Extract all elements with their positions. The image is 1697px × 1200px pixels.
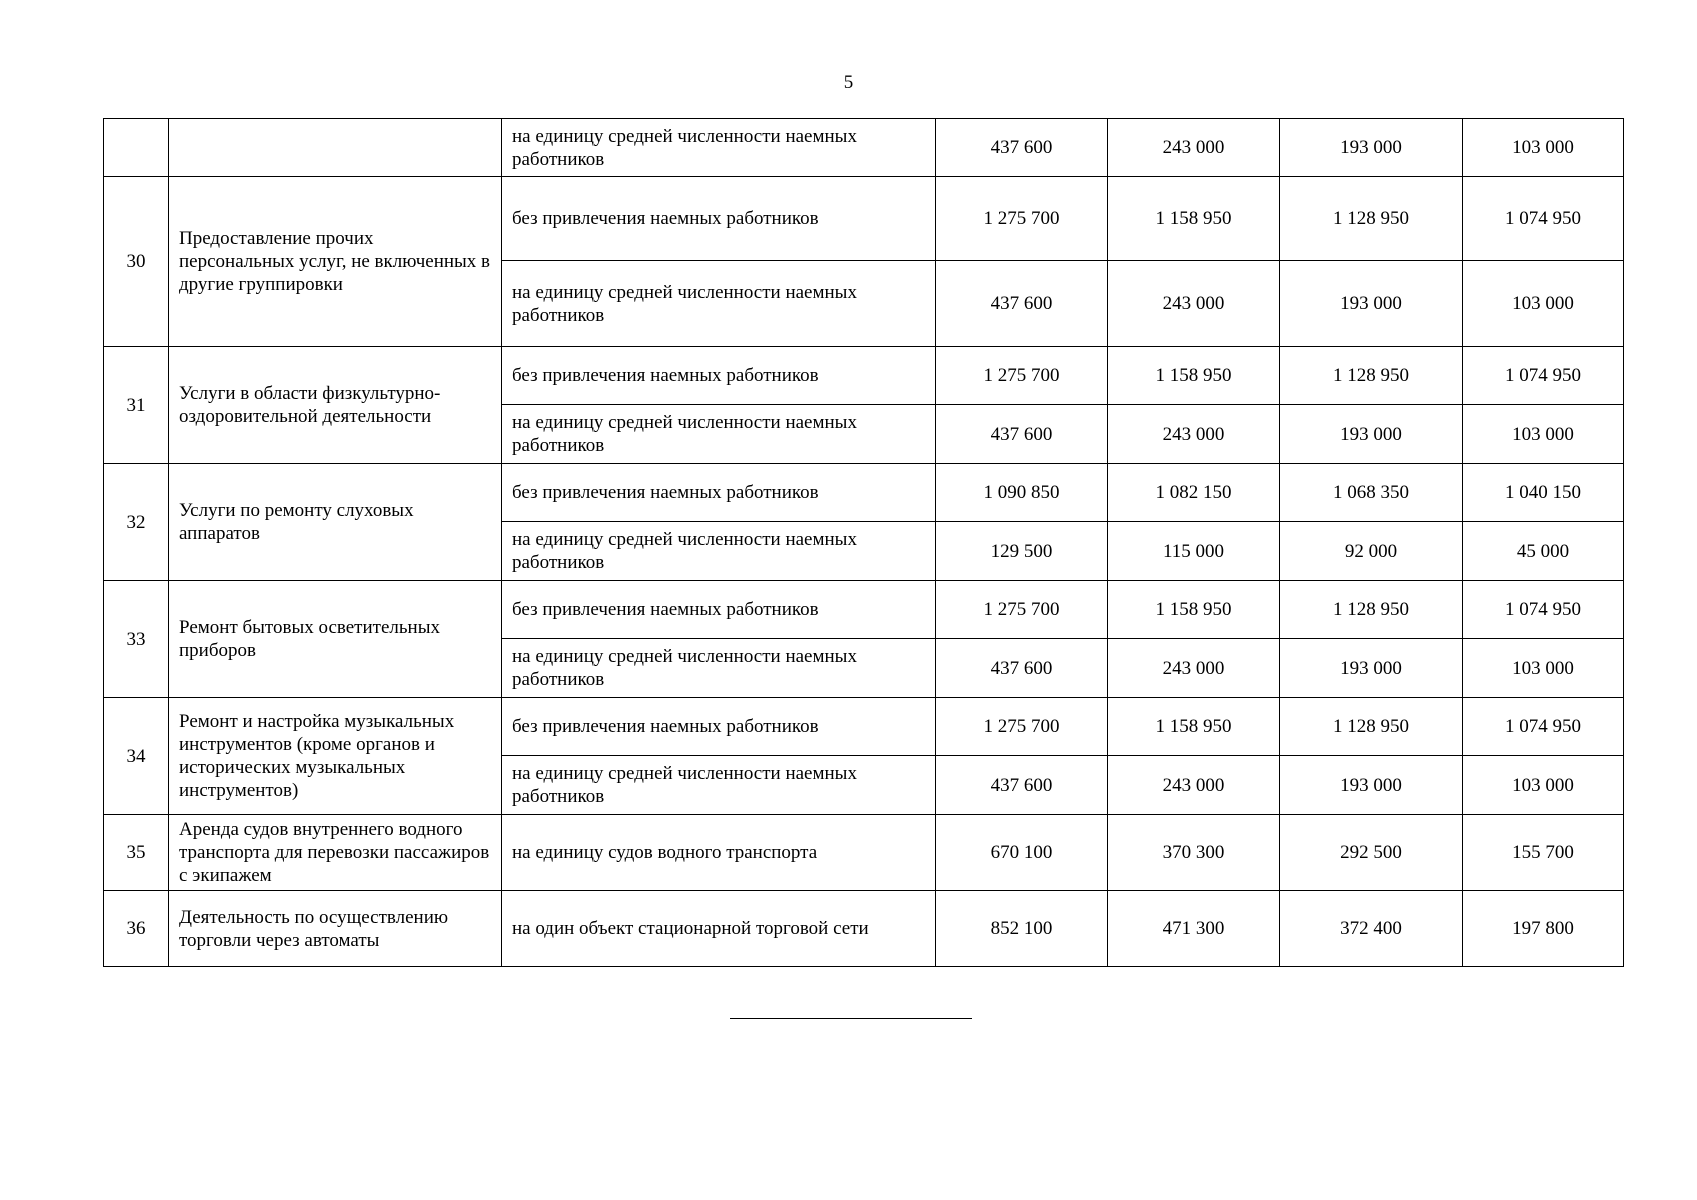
value-cell: 1 128 950 xyxy=(1280,177,1463,261)
calculation-basis: на единицу средней численности наемных работников xyxy=(502,261,936,347)
value-cell: 1 074 950 xyxy=(1463,177,1624,261)
value-cell: 193 000 xyxy=(1280,119,1463,177)
row-number: 35 xyxy=(104,815,169,891)
table-row xyxy=(104,464,1624,522)
value-cell: 115 000 xyxy=(1108,522,1280,581)
calculation-basis: на один объект стационарной торговой сети xyxy=(502,891,936,967)
value-cell: 103 000 xyxy=(1463,405,1624,464)
table-row xyxy=(104,119,1624,177)
activity-name: Предоставление прочих персональных услуг, не включенных в другие группировки xyxy=(169,177,502,347)
calculation-basis: на единицу средней численности наемных работников xyxy=(502,522,936,581)
calculation-basis: на единицу средней численности наемных работников xyxy=(502,756,936,815)
calculation-basis: без привлечения наемных работников xyxy=(502,698,936,756)
value-cell: 1 275 700 xyxy=(936,581,1108,639)
value-cell: 292 500 xyxy=(1280,815,1463,891)
value-cell: 129 500 xyxy=(936,522,1108,581)
table-row xyxy=(104,347,1624,405)
value-cell: 45 000 xyxy=(1463,522,1624,581)
value-cell: 243 000 xyxy=(1108,639,1280,698)
row-number: 36 xyxy=(104,891,169,967)
end-of-document-line xyxy=(730,1018,972,1019)
table-row xyxy=(104,698,1624,756)
activity-name: Услуги по ремонту слуховых аппаратов xyxy=(169,464,502,581)
value-cell: 103 000 xyxy=(1463,119,1624,177)
value-cell: 1 074 950 xyxy=(1463,347,1624,405)
value-cell: 197 800 xyxy=(1463,891,1624,967)
table-row xyxy=(104,581,1624,639)
tariff-table-body xyxy=(104,119,1624,967)
value-cell: 1 158 950 xyxy=(1108,177,1280,261)
calculation-basis: без привлечения наемных работников xyxy=(502,177,936,261)
row-number: 32 xyxy=(104,464,169,581)
calculation-basis: без привлечения наемных работников xyxy=(502,581,936,639)
value-cell: 1 068 350 xyxy=(1280,464,1463,522)
value-cell: 1 128 950 xyxy=(1280,347,1463,405)
value-cell: 437 600 xyxy=(936,639,1108,698)
value-cell: 437 600 xyxy=(936,119,1108,177)
calculation-basis: без привлечения наемных работников xyxy=(502,347,936,405)
row-number: 33 xyxy=(104,581,169,698)
value-cell: 243 000 xyxy=(1108,261,1280,347)
tariff-table xyxy=(103,118,1624,967)
value-cell: 1 040 150 xyxy=(1463,464,1624,522)
value-cell: 243 000 xyxy=(1108,756,1280,815)
value-cell: 193 000 xyxy=(1280,405,1463,464)
calculation-basis: без привлечения наемных работников xyxy=(502,464,936,522)
value-cell: 193 000 xyxy=(1280,756,1463,815)
table-row xyxy=(104,815,1624,891)
row-number: 30 xyxy=(104,177,169,347)
activity-name: Ремонт и настройка музыкальных инструментов (кроме органов и исторических музыкальных инструментов) xyxy=(169,698,502,815)
calculation-basis: на единицу средней численности наемных работников xyxy=(502,405,936,464)
value-cell: 1 128 950 xyxy=(1280,581,1463,639)
value-cell: 155 700 xyxy=(1463,815,1624,891)
value-cell: 1 128 950 xyxy=(1280,698,1463,756)
table-row xyxy=(104,177,1624,261)
activity-name: Аренда судов внутреннего водного транспорта для перевозки пассажиров с экипажем xyxy=(169,815,502,891)
table-row xyxy=(104,891,1624,967)
value-cell: 1 074 950 xyxy=(1463,581,1624,639)
activity-name: Услуги в области физкультурно-оздоровительной деятельности xyxy=(169,347,502,464)
value-cell: 852 100 xyxy=(936,891,1108,967)
page-number: 5 xyxy=(843,72,854,93)
value-cell: 1 082 150 xyxy=(1108,464,1280,522)
value-cell: 372 400 xyxy=(1280,891,1463,967)
value-cell: 1 275 700 xyxy=(936,347,1108,405)
value-cell: 1 090 850 xyxy=(936,464,1108,522)
value-cell: 1 158 950 xyxy=(1108,581,1280,639)
value-cell: 1 275 700 xyxy=(936,177,1108,261)
calculation-basis: на единицу средней численности наемных работников xyxy=(502,639,936,698)
value-cell: 670 100 xyxy=(936,815,1108,891)
value-cell: 437 600 xyxy=(936,405,1108,464)
value-cell: 103 000 xyxy=(1463,639,1624,698)
value-cell: 1 074 950 xyxy=(1463,698,1624,756)
value-cell: 1 158 950 xyxy=(1108,698,1280,756)
value-cell: 193 000 xyxy=(1280,261,1463,347)
value-cell: 243 000 xyxy=(1108,119,1280,177)
value-cell: 437 600 xyxy=(936,756,1108,815)
value-cell: 243 000 xyxy=(1108,405,1280,464)
value-cell: 92 000 xyxy=(1280,522,1463,581)
value-cell: 103 000 xyxy=(1463,261,1624,347)
activity-name: Деятельность по осуществлению торговли через автоматы xyxy=(169,891,502,967)
row-number xyxy=(104,119,169,177)
activity-name: Ремонт бытовых осветительных приборов xyxy=(169,581,502,698)
row-number: 34 xyxy=(104,698,169,815)
value-cell: 1 158 950 xyxy=(1108,347,1280,405)
value-cell: 471 300 xyxy=(1108,891,1280,967)
value-cell: 193 000 xyxy=(1280,639,1463,698)
activity-name xyxy=(169,119,502,177)
value-cell: 103 000 xyxy=(1463,756,1624,815)
value-cell: 1 275 700 xyxy=(936,698,1108,756)
value-cell: 437 600 xyxy=(936,261,1108,347)
calculation-basis: на единицу судов водного транспорта xyxy=(502,815,936,891)
calculation-basis: на единицу средней численности наемных работников xyxy=(502,119,936,177)
value-cell: 370 300 xyxy=(1108,815,1280,891)
row-number: 31 xyxy=(104,347,169,464)
